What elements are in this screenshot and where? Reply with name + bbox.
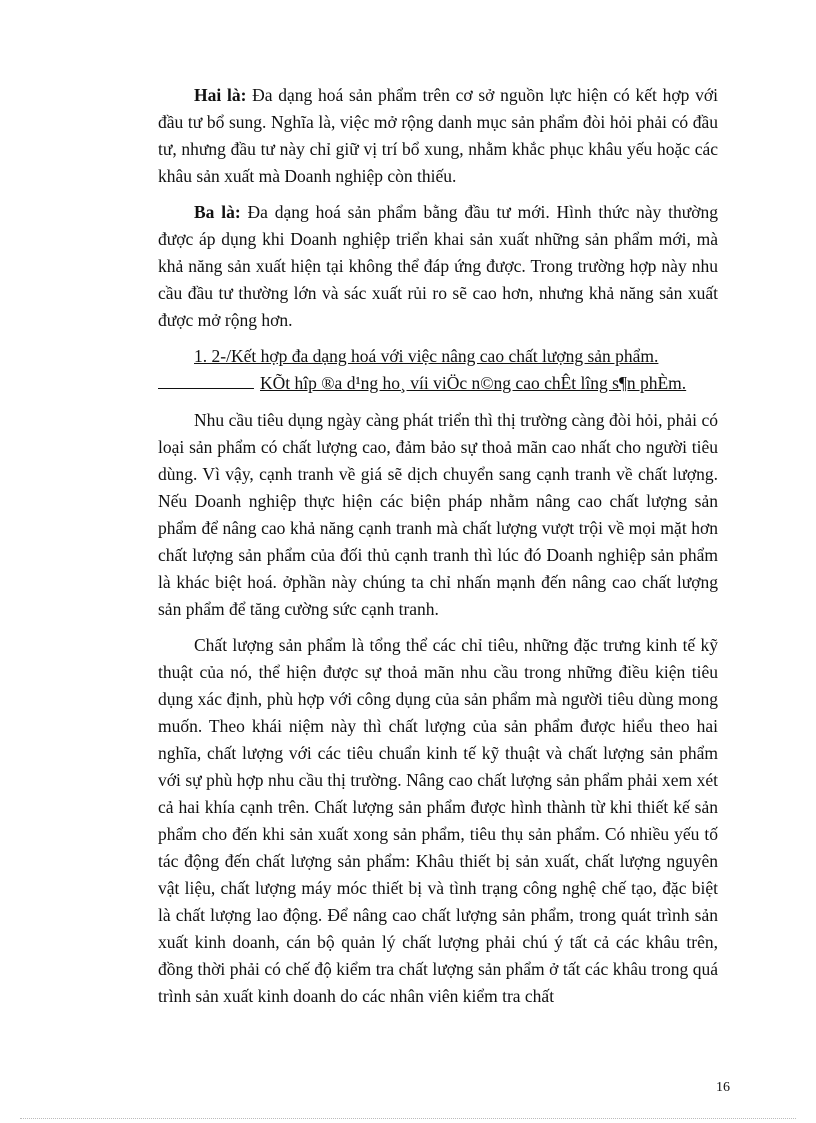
heading-underline-gap bbox=[158, 387, 254, 389]
paragraph-hai-la bbox=[158, 82, 718, 190]
paragraph-nhu-cau: Nhu cầu tiêu dụng ngày càng phát triển thì thị trường càng đòi hỏi, phải có loại sản phẩm có chất lượng cao, đảm bảo sự thoả mãn cao nhất cho người tiêu dùng. Vì vậy, cạnh tranh về giá sẽ dịch chuyển sang cạnh tranh về chất lượng. Nếu Doanh nghiệp thực hiện các biện pháp nhằm nâng cao chất lượng sản phẩm để nâng cao khả năng cạnh tranh mà chất lượng vượt trội về mọi mặt hơn chất lượng sản phẩm của đối thủ cạnh tranh thì lúc đó Doanh nghiệp sản phẩm là khác biệt hoá. ởphần này chúng ta chỉ nhấn mạnh đến nâng cao chất lượng sản phẩm để tăng cường sức cạnh tranh. bbox=[158, 410, 718, 619]
page-content bbox=[158, 82, 718, 1019]
page-bottom-divider bbox=[20, 1118, 796, 1119]
paragraph-lead: Hai là: bbox=[194, 85, 247, 105]
paragraph-ba-la bbox=[158, 199, 718, 334]
paragraph-lead: Ba là: bbox=[194, 202, 241, 222]
section-heading: 1. 2-/Kết hợp đa dạng hoá với việc nâng cao chất lượng sản phẩm. bbox=[194, 346, 659, 366]
page-number: 16 bbox=[716, 1080, 730, 1095]
paragraph-text: Đa dạng hoá sản phẩm bằng đầu tư mới. Hình thức này thường được áp dụng khi Doanh nghiệp triển khai sản xuất những sản phẩm mới, mà khả năng sản xuất hiện tại không thể đáp ứng được. Trong trường hợp này nhu cầu đầu tư thường lớn và sác xuất rủi ro sẽ cao hơn, nhưng khả năng sản xuất được mở rộng hơn. bbox=[158, 202, 718, 330]
paragraph-text: Đa dạng hoá sản phẩm trên cơ sở nguồn lực hiện có kết hợp với đầu tư bổ sung. Nghĩa là, việc mở rộng danh mục sản phẩm đòi hỏi phải có đầu tư, nhưng đầu tư này chỉ giữ vị trí bổ xung, nhằm khắc phục khâu yếu hoặc các khâu sản xuất mà Doanh nghiệp còn thiếu. bbox=[158, 85, 718, 186]
garbled-heading bbox=[158, 370, 718, 397]
garbled-heading-text: KÕt hîp ®a d¹ng ho¸ víi viÖc n©ng cao chÊt lîng s¶n phÈm. bbox=[260, 373, 687, 393]
paragraph-chat-luong: Chất lượng sản phẩm là tổng thể các chỉ tiêu, những đặc trưng kinh tế kỹ thuật của nó, thể hiện được sự thoả mãn nhu cầu trong những điều kiện tiêu dụng xác định, phù hợp với công dụng của sản phẩm mà người tiêu dùng mong muốn. Theo khái niệm này thì chất lượng của sản phẩm được hiểu theo hai nghĩa, chất lượng với các tiêu chuẩn kinh tế kỹ thuật và chất lượng sản phẩm với sự phù hợp nhu cầu thị trường. Nâng cao chất lượng sản phẩm phải xem xét cả hai khía cạnh trên. Chất lượng sản phẩm được hình thành từ khi thiết kế sản phẩm cho đến khi sản xuất xong sản phẩm, tiêu thụ sản phẩm. Có nhiều yếu tố tác động đến chất lượng sản phẩm: Khâu thiết bị sản xuất, chất lượng nguyên vật liệu, chất lượng máy móc thiết bị và tình trạng công nghệ chế tạo, đặc biệt là chất lượng lao động. Để nâng cao chất lượng sản phẩm, trong quát trình sản xuất kinh doanh, cán bộ quản lý chất lượng phải chú ý tất cả các khâu trên, đồng thời phải có chế độ kiểm tra chất lượng sản phẩm ở tất các khâu trong quá trình sản xuất kinh doanh do các nhân viên kiểm tra chất bbox=[158, 635, 718, 1006]
